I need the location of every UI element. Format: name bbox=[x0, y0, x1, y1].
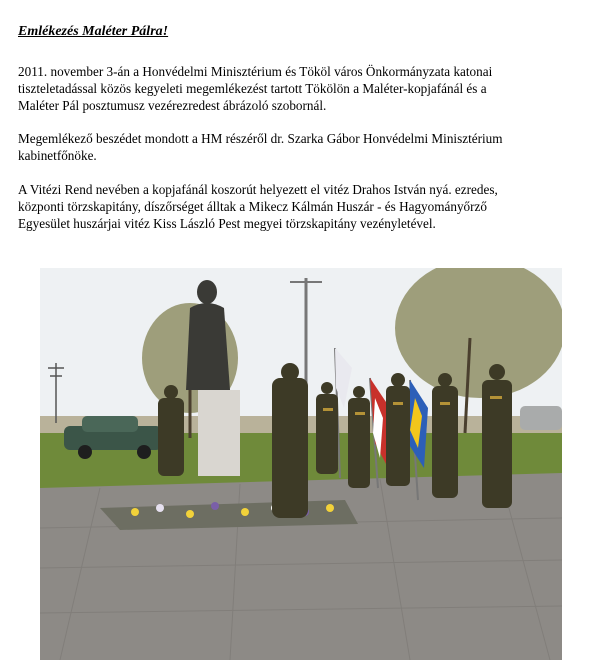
memorial-photo-image bbox=[40, 268, 562, 660]
article-title: Emlékezés Maléter Pálra! bbox=[18, 24, 169, 39]
paragraph-line: tiszteletadással közös kegyeleti megemlékezést tartott Tökölön a Maléter-kopjafánál és a bbox=[18, 81, 487, 96]
memorial-photo bbox=[40, 268, 562, 660]
paragraph-line: központi törzskapitány, díszőrséget álltak a Mikecz Kálmán Huszár - és Hagyományőrző bbox=[18, 199, 487, 214]
paragraph-line: Maléter Pál posztumusz vezérezredest ábrázoló szobornál. bbox=[18, 98, 327, 113]
paragraph-line: Egyesület huszárjai vitéz Kiss László Pest megyei törzskapitány vezényletével. bbox=[18, 216, 436, 231]
paragraph-event bbox=[18, 63, 588, 114]
paragraph-line: A Vitézi Rend nevében a kopjafánál koszorút helyezett el vitéz Drahos István nyá. ezredes, bbox=[18, 182, 498, 197]
paragraph-speech bbox=[18, 130, 588, 164]
paragraph-line: Megemlékező beszédet mondott a HM részéről dr. Szarka Gábor Honvédelmi Minisztérium bbox=[18, 131, 503, 146]
paragraph-line: 2011. november 3-án a Honvédelmi Minisztérium és Tököl város Önkormányzata katonai bbox=[18, 64, 493, 79]
paragraph-line: kabinetfőnöke. bbox=[18, 148, 97, 163]
paragraph-wreath bbox=[18, 181, 588, 232]
